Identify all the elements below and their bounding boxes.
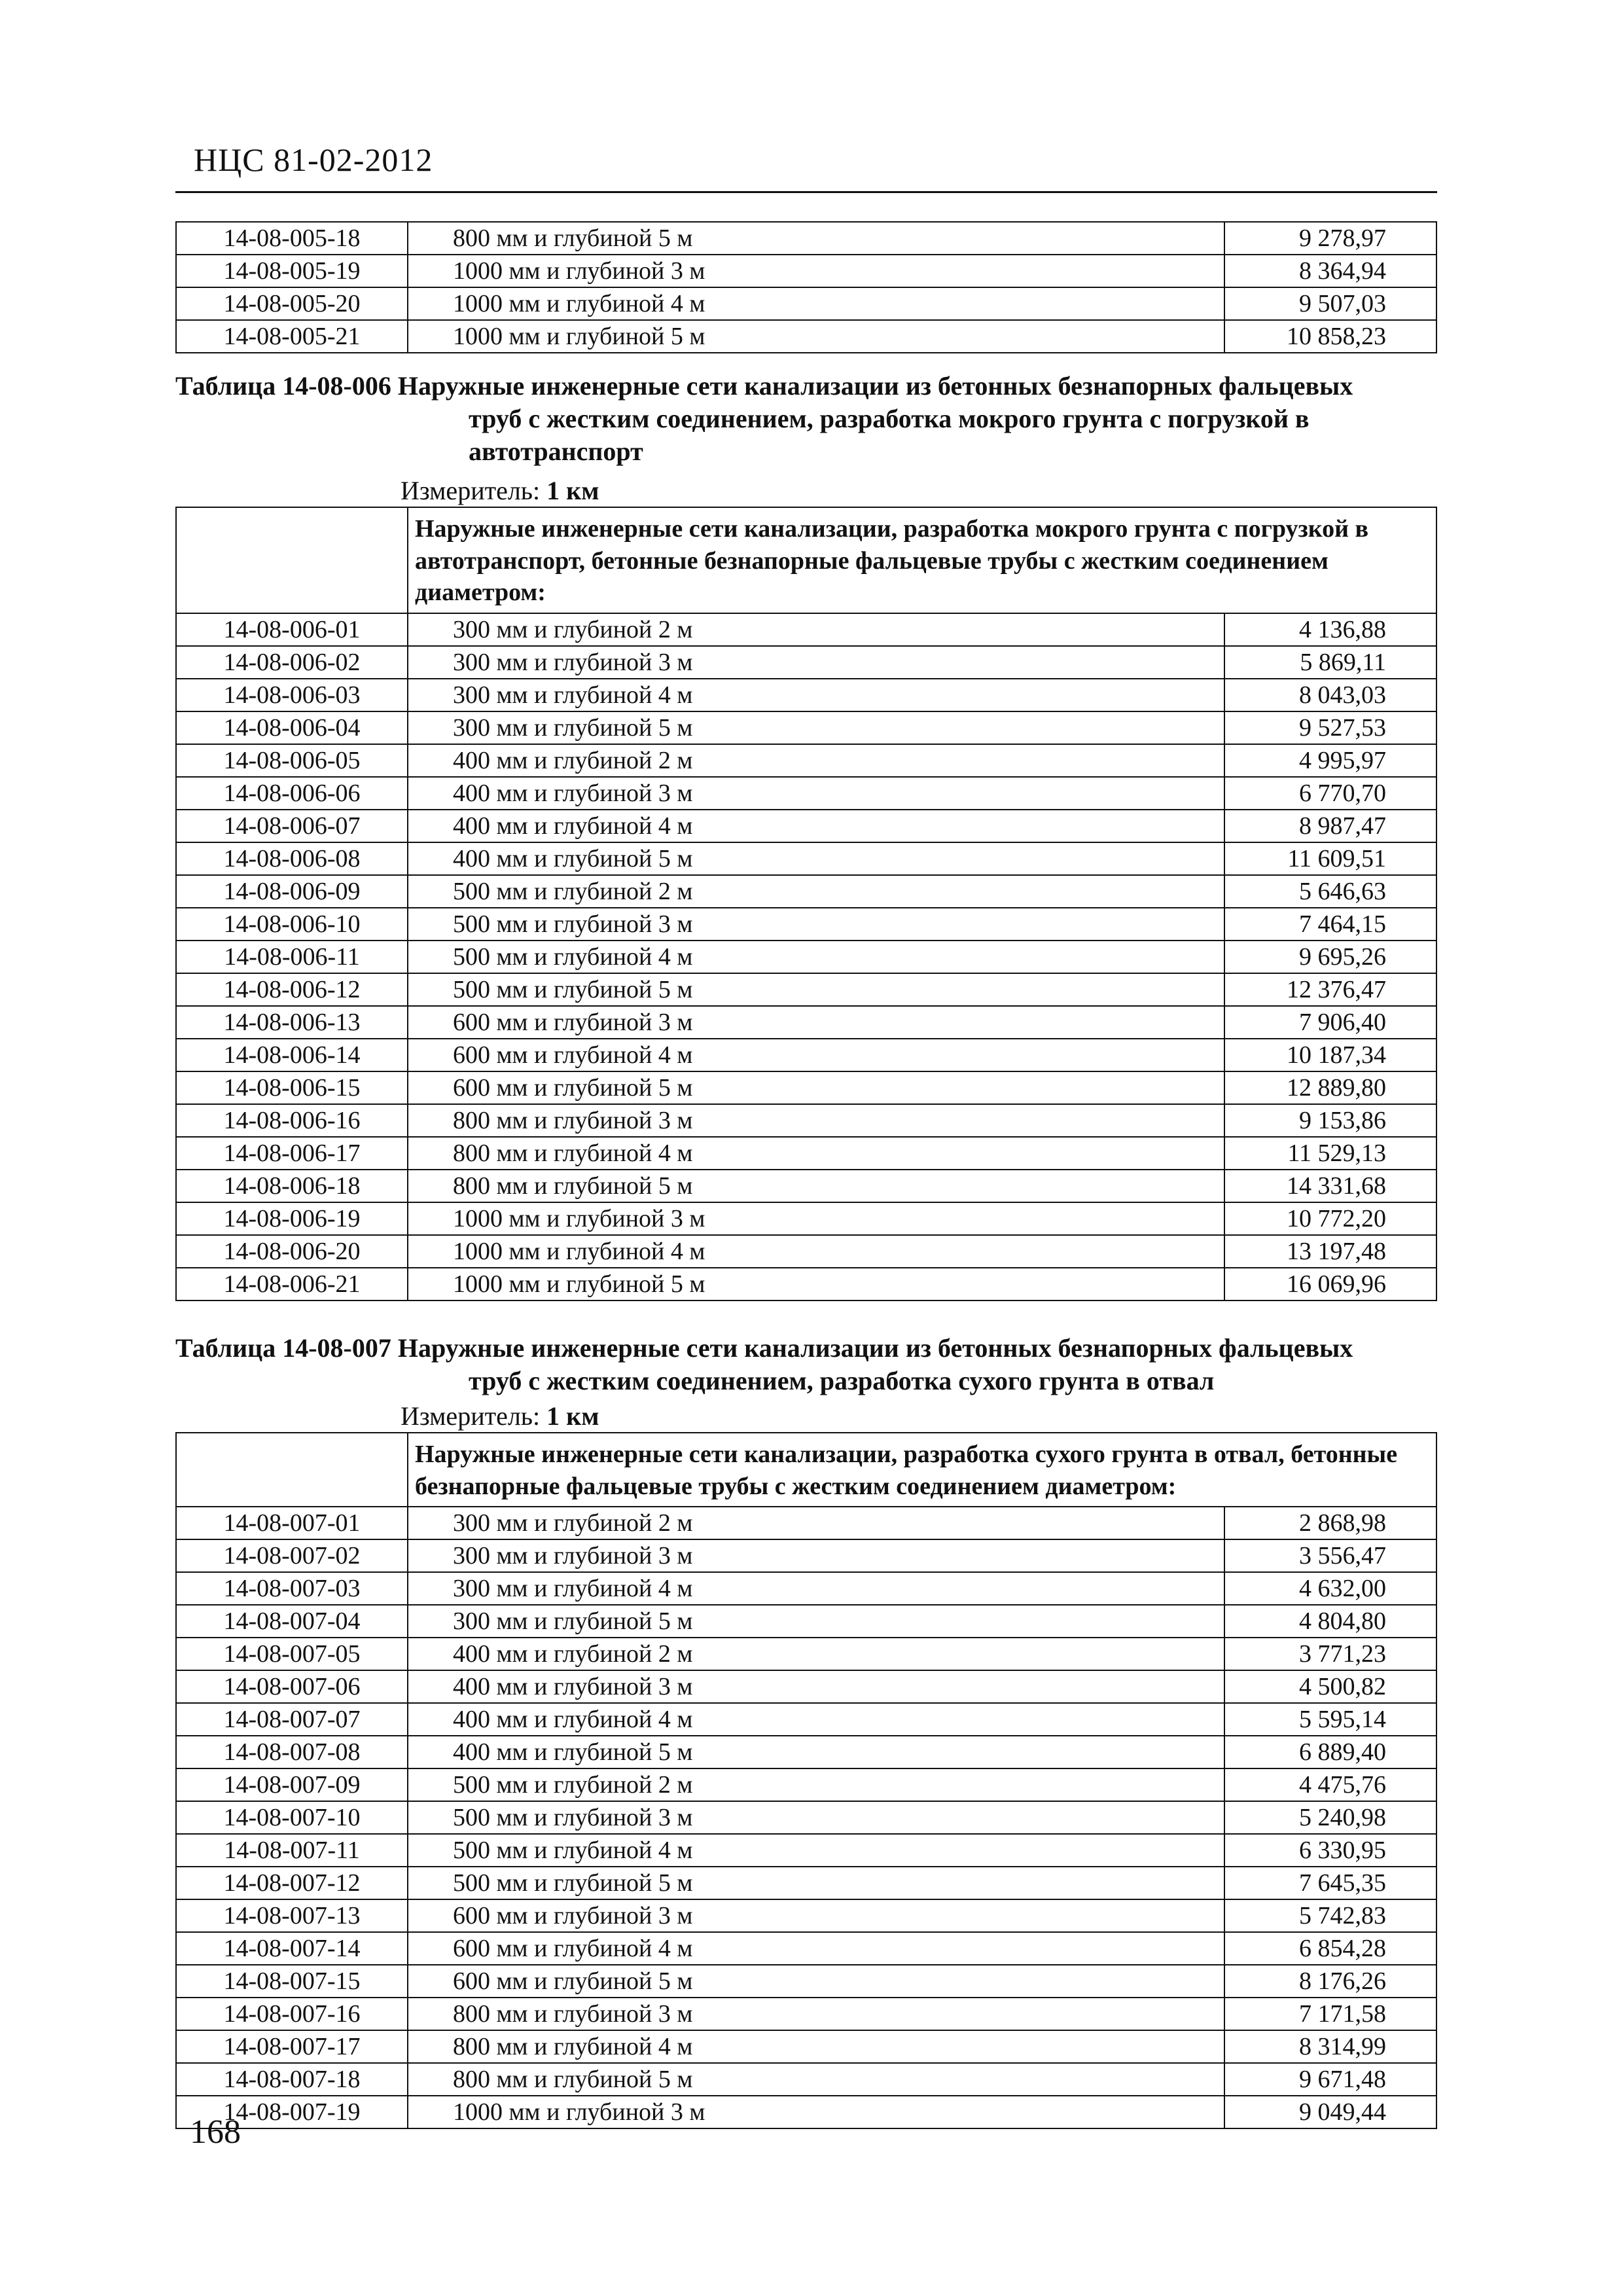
row-description: 400 мм и глубиной 2 м: [408, 744, 1224, 777]
table-row: [176, 2096, 1436, 2128]
row-price: 4 475,76: [1224, 1768, 1436, 1801]
row-code: 14-08-006-07: [176, 810, 408, 842]
page-number: 168: [190, 2113, 241, 2151]
row-code: 14-08-005-20: [176, 287, 408, 320]
row-price: 6 889,40: [1224, 1736, 1436, 1768]
table-007: [175, 1432, 1437, 2129]
row-price: 2 868,98: [1224, 1507, 1436, 1539]
table-row: [176, 1965, 1436, 1998]
row-code: 14-08-006-17: [176, 1137, 408, 1170]
row-code: 14-08-007-16: [176, 1998, 408, 2030]
row-code: 14-08-007-02: [176, 1539, 408, 1572]
table-row: [176, 842, 1436, 875]
row-description: 400 мм и глубиной 3 м: [408, 1670, 1224, 1703]
table-row: [176, 1768, 1436, 1801]
table-007-measure-value: 1 км: [546, 1401, 599, 1431]
row-code: 14-08-006-02: [176, 646, 408, 679]
table-row: [176, 1801, 1436, 1834]
row-description: 500 мм и глубиной 2 м: [408, 875, 1224, 908]
row-code: 14-08-007-18: [176, 2063, 408, 2096]
row-price: 10 187,34: [1224, 1039, 1436, 1071]
table-row: [176, 287, 1436, 320]
row-price: 11 529,13: [1224, 1137, 1436, 1170]
table-row: [176, 1867, 1436, 1899]
table-row: [176, 613, 1436, 646]
table-row: [176, 1170, 1436, 1202]
table-006-header-row: [176, 507, 1436, 613]
row-code: 14-08-006-09: [176, 875, 408, 908]
row-code: 14-08-007-06: [176, 1670, 408, 1703]
row-code: 14-08-006-10: [176, 908, 408, 941]
row-description: 400 мм и глубиной 5 м: [408, 842, 1224, 875]
row-price: 7 171,58: [1224, 1998, 1436, 2030]
row-price: 9 153,86: [1224, 1104, 1436, 1137]
row-code: 14-08-006-03: [176, 679, 408, 711]
row-code: 14-08-007-17: [176, 2030, 408, 2063]
row-price: 12 889,80: [1224, 1071, 1436, 1104]
row-code: 14-08-007-08: [176, 1736, 408, 1768]
row-description: 1000 мм и глубиной 5 м: [408, 1268, 1224, 1300]
table-row: [176, 1572, 1436, 1605]
row-code: 14-08-007-13: [176, 1899, 408, 1932]
row-description: 400 мм и глубиной 5 м: [408, 1736, 1224, 1768]
table-row: [176, 1703, 1436, 1736]
row-code: 14-08-006-13: [176, 1006, 408, 1039]
table-row: [176, 810, 1436, 842]
row-description: 400 мм и глубиной 2 м: [408, 1638, 1224, 1670]
row-description: 1000 мм и глубиной 3 м: [408, 1202, 1224, 1235]
table-row: [176, 1834, 1436, 1867]
row-code: 14-08-006-05: [176, 744, 408, 777]
table-row: [176, 255, 1436, 287]
row-code: 14-08-006-20: [176, 1235, 408, 1268]
row-code: 14-08-007-04: [176, 1605, 408, 1638]
table-006-measure: [401, 475, 599, 506]
row-price: 5 869,11: [1224, 646, 1436, 679]
row-description: 500 мм и глубиной 4 м: [408, 941, 1224, 973]
row-code: 14-08-007-14: [176, 1932, 408, 1965]
row-description: 600 мм и глубиной 5 м: [408, 1071, 1224, 1104]
row-description: 800 мм и глубиной 3 м: [408, 1104, 1224, 1137]
row-code: 14-08-007-09: [176, 1768, 408, 1801]
table-row: [176, 1268, 1436, 1300]
row-price: 5 646,63: [1224, 875, 1436, 908]
row-price: 9 671,48: [1224, 2063, 1436, 2096]
row-price: 8 043,03: [1224, 679, 1436, 711]
row-code: 14-08-005-21: [176, 320, 408, 353]
table-row: [176, 1932, 1436, 1965]
row-description: 800 мм и глубиной 5 м: [408, 1170, 1224, 1202]
row-code: 14-08-006-04: [176, 711, 408, 744]
row-description: 800 мм и глубиной 5 м: [408, 2063, 1224, 2096]
row-price: 4 136,88: [1224, 613, 1436, 646]
row-price: 5 595,14: [1224, 1703, 1436, 1736]
table-007-title-prefix: Таблица 14-08-007: [175, 1333, 391, 1363]
row-code: 14-08-006-08: [176, 842, 408, 875]
table-006: [175, 507, 1437, 1301]
row-description: 300 мм и глубиной 5 м: [408, 711, 1224, 744]
table-row: [176, 875, 1436, 908]
row-code: 14-08-006-01: [176, 613, 408, 646]
row-code: 14-08-007-19: [176, 2096, 408, 2128]
row-code: 14-08-006-11: [176, 941, 408, 973]
row-description: 400 мм и глубиной 4 м: [408, 810, 1224, 842]
table-row: [176, 1539, 1436, 1572]
table-row: [176, 2063, 1436, 2096]
table-row: [176, 1736, 1436, 1768]
table-006-title-line3: автотранспорт: [469, 437, 643, 466]
row-description: 600 мм и глубиной 4 м: [408, 1039, 1224, 1071]
table-top-continuation: [175, 221, 1437, 353]
table-006-header-blank: [176, 507, 408, 613]
row-description: 800 мм и глубиной 3 м: [408, 1998, 1224, 2030]
table-row: [176, 1202, 1436, 1235]
row-description: 500 мм и глубиной 5 м: [408, 973, 1224, 1006]
table-row: [176, 1670, 1436, 1703]
table-row: [176, 1605, 1436, 1638]
table-row: [176, 1638, 1436, 1670]
row-code: 14-08-007-10: [176, 1801, 408, 1834]
table-row: [176, 1235, 1436, 1268]
row-price: 8 987,47: [1224, 810, 1436, 842]
row-price: 10 858,23: [1224, 320, 1436, 353]
table-row: [176, 2030, 1436, 2063]
table-007-title-line2: труб с жестким соединением, разработка сухого грунта в отвал: [469, 1366, 1215, 1395]
row-price: 3 556,47: [1224, 1539, 1436, 1572]
row-description: 800 мм и глубиной 4 м: [408, 1137, 1224, 1170]
table-row: [176, 646, 1436, 679]
row-description: 1000 мм и глубиной 3 м: [408, 2096, 1224, 2128]
row-price: 10 772,20: [1224, 1202, 1436, 1235]
table-007-measure-label: Измеритель:: [401, 1401, 541, 1431]
row-code: 14-08-005-18: [176, 222, 408, 255]
row-description: 500 мм и глубиной 2 м: [408, 1768, 1224, 1801]
page-header-title: НЦС 81-02-2012: [194, 141, 433, 178]
row-price: 4 995,97: [1224, 744, 1436, 777]
table-007-title-line1: Наружные инженерные сети канализации из бетонных безнапорных фальцевых: [397, 1333, 1353, 1363]
table-006-title-line1: Наружные инженерные сети канализации из бетонных безнапорных фальцевых: [397, 371, 1353, 401]
table-row: [176, 744, 1436, 777]
row-description: 500 мм и глубиной 3 м: [408, 908, 1224, 941]
row-price: 9 507,03: [1224, 287, 1436, 320]
row-description: 1000 мм и глубиной 4 м: [408, 1235, 1224, 1268]
row-description: 600 мм и глубиной 3 м: [408, 1006, 1224, 1039]
row-code: 14-08-006-19: [176, 1202, 408, 1235]
header-rule: [175, 191, 1437, 193]
row-code: 14-08-006-15: [176, 1071, 408, 1104]
table-row: [176, 1137, 1436, 1170]
row-description: 400 мм и глубиной 3 м: [408, 777, 1224, 810]
table-row: [176, 1104, 1436, 1137]
row-code: 14-08-007-05: [176, 1638, 408, 1670]
row-price: 12 376,47: [1224, 973, 1436, 1006]
row-description: 800 мм и глубиной 4 м: [408, 2030, 1224, 2063]
row-price: 7 906,40: [1224, 1006, 1436, 1039]
table-row: [176, 1071, 1436, 1104]
row-price: 7 645,35: [1224, 1867, 1436, 1899]
table-row: [176, 711, 1436, 744]
table-row: [176, 679, 1436, 711]
table-row: [176, 1039, 1436, 1071]
row-description: 600 мм и глубиной 3 м: [408, 1899, 1224, 1932]
row-description: 300 мм и глубиной 3 м: [408, 1539, 1224, 1572]
row-price: 6 770,70: [1224, 777, 1436, 810]
row-description: 600 мм и глубиной 4 м: [408, 1932, 1224, 1965]
row-price: 9 695,26: [1224, 941, 1436, 973]
row-code: 14-08-006-16: [176, 1104, 408, 1137]
row-price: 9 527,53: [1224, 711, 1436, 744]
row-description: 300 мм и глубиной 4 м: [408, 1572, 1224, 1605]
table-row: [176, 1507, 1436, 1539]
row-code: 14-08-007-03: [176, 1572, 408, 1605]
row-price: 7 464,15: [1224, 908, 1436, 941]
table-006-title-line2: труб с жестким соединением, разработка мокрого грунта с погрузкой в: [469, 404, 1310, 433]
table-row: [176, 1006, 1436, 1039]
row-code: 14-08-005-19: [176, 255, 408, 287]
row-code: 14-08-007-07: [176, 1703, 408, 1736]
row-code: 14-08-006-18: [176, 1170, 408, 1202]
row-price: 16 069,96: [1224, 1268, 1436, 1300]
row-price: 5 742,83: [1224, 1899, 1436, 1932]
row-code: 14-08-007-15: [176, 1965, 408, 1998]
row-price: 13 197,48: [1224, 1235, 1436, 1268]
table-007-header-row: [176, 1433, 1436, 1507]
row-price: 8 314,99: [1224, 2030, 1436, 2063]
table-007-title: [175, 1332, 1437, 1397]
table-row: [176, 973, 1436, 1006]
row-price: 3 771,23: [1224, 1638, 1436, 1670]
table-006-header-text: Наружные инженерные сети канализации, разработка мокрого грунта с погрузкой в автотранспорт, бетонные безнапорные фальцевые трубы с жестким соединением диаметром:: [408, 507, 1436, 613]
row-description: 1000 мм и глубиной 3 м: [408, 255, 1224, 287]
table-006-title-prefix: Таблица 14-08-006: [175, 371, 391, 401]
row-description: 300 мм и глубиной 2 м: [408, 613, 1224, 646]
table-006-measure-value: 1 км: [546, 476, 599, 505]
row-description: 500 мм и глубиной 4 м: [408, 1834, 1224, 1867]
row-price: 4 804,80: [1224, 1605, 1436, 1638]
row-price: 5 240,98: [1224, 1801, 1436, 1834]
row-description: 400 мм и глубиной 4 м: [408, 1703, 1224, 1736]
row-code: 14-08-006-21: [176, 1268, 408, 1300]
table-007-header-blank: [176, 1433, 408, 1507]
row-code: 14-08-006-14: [176, 1039, 408, 1071]
row-description: 300 мм и глубиной 4 м: [408, 679, 1224, 711]
row-code: 14-08-007-01: [176, 1507, 408, 1539]
row-description: 500 мм и глубиной 3 м: [408, 1801, 1224, 1834]
table-row: [176, 222, 1436, 255]
table-row: [176, 320, 1436, 353]
row-description: 1000 мм и глубиной 5 м: [408, 320, 1224, 353]
row-code: 14-08-007-11: [176, 1834, 408, 1867]
table-row: [176, 1998, 1436, 2030]
table-row: [176, 941, 1436, 973]
row-price: 4 632,00: [1224, 1572, 1436, 1605]
row-description: 1000 мм и глубиной 4 м: [408, 287, 1224, 320]
row-price: 9 278,97: [1224, 222, 1436, 255]
table-row: [176, 777, 1436, 810]
row-price: 6 330,95: [1224, 1834, 1436, 1867]
row-description: 800 мм и глубиной 5 м: [408, 222, 1224, 255]
table-row: [176, 1899, 1436, 1932]
row-price: 14 331,68: [1224, 1170, 1436, 1202]
row-price: 6 854,28: [1224, 1932, 1436, 1965]
row-description: 300 мм и глубиной 2 м: [408, 1507, 1224, 1539]
row-description: 300 мм и глубиной 5 м: [408, 1605, 1224, 1638]
row-price: 8 364,94: [1224, 255, 1436, 287]
row-description: 500 мм и глубиной 5 м: [408, 1867, 1224, 1899]
row-price: 11 609,51: [1224, 842, 1436, 875]
table-007-measure: [401, 1401, 599, 1431]
row-description: 600 мм и глубиной 5 м: [408, 1965, 1224, 1998]
row-price: 8 176,26: [1224, 1965, 1436, 1998]
row-price: 4 500,82: [1224, 1670, 1436, 1703]
row-code: 14-08-007-12: [176, 1867, 408, 1899]
row-code: 14-08-006-12: [176, 973, 408, 1006]
row-description: 300 мм и глубиной 3 м: [408, 646, 1224, 679]
row-price: 9 049,44: [1224, 2096, 1436, 2128]
table-006-measure-label: Измеритель:: [401, 476, 541, 505]
table-007-header-text: Наружные инженерные сети канализации, разработка сухого грунта в отвал, бетонные безнапорные фальцевые трубы с жестким соединением диаметром:: [408, 1433, 1436, 1507]
table-row: [176, 908, 1436, 941]
row-code: 14-08-006-06: [176, 777, 408, 810]
table-006-title: [175, 370, 1437, 468]
